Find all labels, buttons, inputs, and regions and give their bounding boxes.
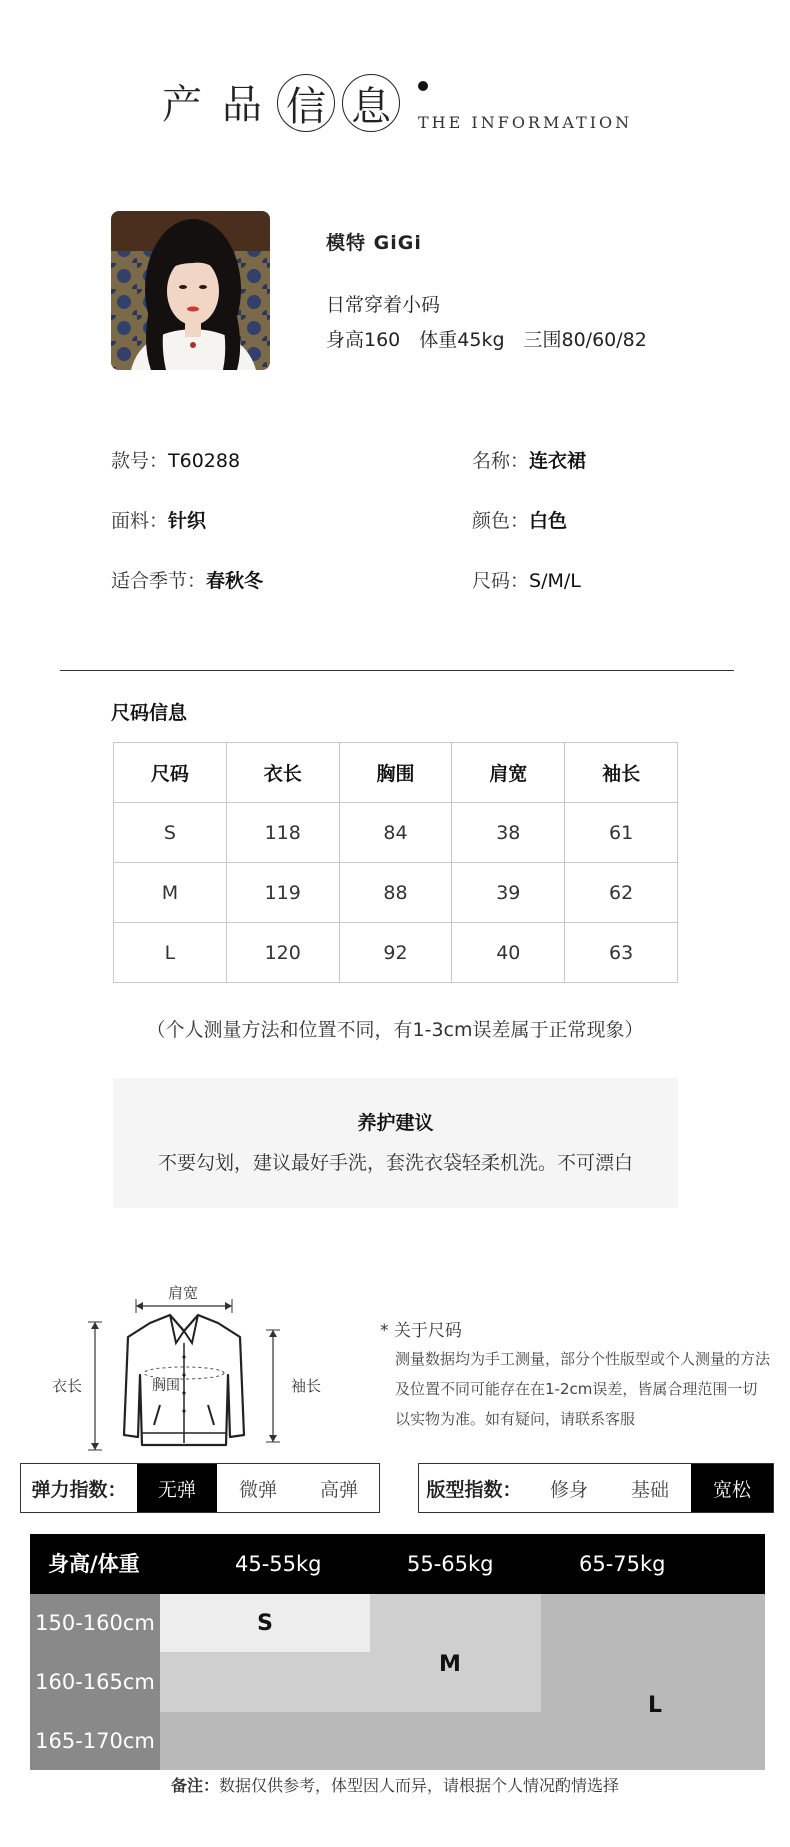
- info-style-no-value: T60288: [168, 450, 241, 472]
- diagram-label-shoulder: 肩宽: [168, 1284, 199, 1302]
- about-size-body: 测量数据均为手工测量，部分个性版型或个人测量的方法及位置不同可能存在在1-2cm误差，皆属合理范围一切以实物为准。如有疑问，请联系客服: [395, 1350, 771, 1428]
- model-size-note: 日常穿着小码: [326, 294, 441, 316]
- chart-footnote-label: 备注：: [170, 1776, 219, 1795]
- table-cell: L: [114, 923, 227, 983]
- title-char-4: 息: [342, 74, 400, 132]
- table-cell: 92: [339, 923, 452, 983]
- title-char-2: 品: [222, 82, 262, 128]
- section-divider: [60, 670, 734, 671]
- fit-option-slim: 修身: [549, 1478, 588, 1501]
- info-season-value: 春秋冬: [206, 570, 264, 592]
- info-style-no-label: 款号：: [111, 450, 169, 472]
- info-name: [472, 446, 586, 473]
- care-body: 不要勾划，建议最好手洗，套洗衣袋轻柔机洗。不可漂白: [157, 1152, 633, 1174]
- table-cell: 118: [226, 803, 339, 863]
- table-row: [114, 923, 678, 983]
- measurement-note: （个人测量方法和位置不同，有1-3cm误差属于正常现象）: [146, 1019, 644, 1041]
- size-recommendation-chart: [30, 1534, 765, 1770]
- table-cell: 40: [452, 923, 565, 983]
- info-color: [472, 506, 567, 533]
- title-subtitle-en: THE INFORMATION: [418, 113, 633, 132]
- info-name-label: 名称：: [472, 450, 530, 472]
- elasticity-option-slight: 微弹: [238, 1478, 277, 1501]
- size-table-header-cell: 肩宽: [452, 743, 565, 803]
- table-cell: 39: [452, 863, 565, 923]
- info-sizes-label: 尺码：: [472, 570, 530, 592]
- size-table-header-cell: 尺码: [114, 743, 227, 803]
- chart-corner-label: 身高/体重: [48, 1552, 140, 1576]
- table-row: [114, 863, 678, 923]
- table-cell: 61: [565, 803, 678, 863]
- info-fabric: [111, 506, 206, 533]
- fit-index: [418, 1463, 774, 1513]
- title-char-3: 信: [277, 74, 335, 132]
- table-cell: M: [114, 863, 227, 923]
- size-table-header: [114, 743, 678, 803]
- size-table-header-cell: 袖长: [565, 743, 678, 803]
- info-fabric-value: 针织: [168, 510, 207, 532]
- elasticity-option-none: 无弹: [137, 1464, 217, 1512]
- chart-weight-label: 65-75kg: [579, 1552, 666, 1576]
- table-cell: 88: [339, 863, 452, 923]
- chart-size-s: S: [257, 1610, 273, 1636]
- chart-height-label: 165-170cm: [30, 1712, 160, 1770]
- model-name: 模特 GiGi: [326, 232, 422, 254]
- info-sizes: [472, 566, 581, 593]
- info-name-value: 连衣裙: [529, 450, 587, 472]
- table-cell: 119: [226, 863, 339, 923]
- table-cell: 63: [565, 923, 678, 983]
- garment-diagram: [80, 1285, 340, 1455]
- about-size-title: * 关于尺码: [380, 1321, 462, 1341]
- size-table-header-cell: 胸围: [339, 743, 452, 803]
- chart-weight-label: 55-65kg: [407, 1552, 494, 1576]
- info-style-no: [111, 446, 240, 473]
- info-fabric-label: 面料：: [111, 510, 169, 532]
- table-row: [114, 803, 678, 863]
- info-season: [111, 566, 263, 593]
- chart-height-label: 150-160cm: [30, 1594, 160, 1652]
- chart-footnote-text: 数据仅供参考，体型因人而异，请根据个人情况酌情选择: [219, 1776, 620, 1795]
- table-cell: 38: [452, 803, 565, 863]
- care-title: 养护建议: [357, 1112, 434, 1134]
- chart-footnote: [0, 1773, 790, 1796]
- diagram-label-chest: 胸围: [152, 1378, 180, 1394]
- fit-option-regular: 基础: [630, 1478, 669, 1501]
- fit-title: 版型指数：: [426, 1478, 522, 1501]
- diagram-label-sleeve: 袖长: [291, 1377, 322, 1395]
- title-char-1: 产: [162, 82, 202, 128]
- elasticity-title: 弹力指数：: [31, 1478, 127, 1501]
- chart-header: [30, 1534, 765, 1594]
- elasticity-index: [20, 1463, 380, 1513]
- title-dot: [418, 81, 428, 91]
- chart-weight-label: 45-55kg: [235, 1552, 322, 1576]
- table-cell: 120: [226, 923, 339, 983]
- size-table-header-cell: 衣长: [226, 743, 339, 803]
- info-season-label: 适合季节：: [111, 570, 207, 592]
- model-photo: [111, 211, 270, 370]
- chart-size-m: M: [439, 1651, 461, 1677]
- elasticity-option-high: 高弹: [319, 1478, 358, 1501]
- info-sizes-value: S/M/L: [529, 570, 581, 592]
- diagram-label-length: 衣长: [52, 1377, 83, 1395]
- info-color-label: 颜色：: [472, 510, 530, 532]
- size-info-title: 尺码信息: [111, 702, 188, 724]
- chart-height-label: 160-165cm: [30, 1652, 160, 1712]
- table-cell: S: [114, 803, 227, 863]
- info-color-value: 白色: [529, 510, 568, 532]
- table-cell: 84: [339, 803, 452, 863]
- care-box: [113, 1078, 678, 1208]
- chart-size-l: L: [647, 1692, 663, 1718]
- fit-option-loose: 宽松: [691, 1464, 773, 1512]
- size-table: [113, 742, 678, 983]
- model-measurements: 身高160 体重45kg 三围80/60/82: [326, 329, 647, 351]
- table-cell: 62: [565, 863, 678, 923]
